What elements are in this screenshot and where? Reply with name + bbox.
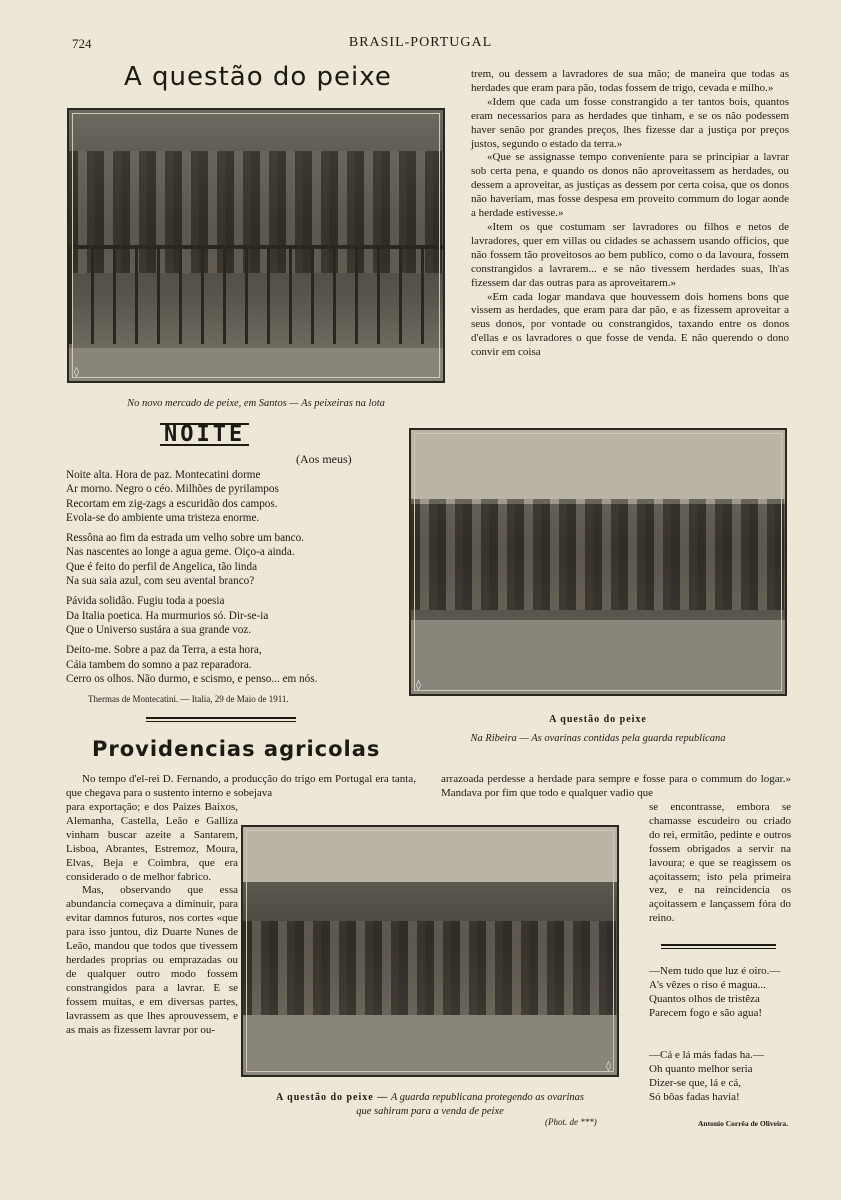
photo3-title: A questão do peixe — <box>275 1092 389 1103</box>
peixe-right-column <box>471 68 789 360</box>
providencias-left-column <box>66 801 238 1037</box>
verse-author: Antonio Corrêa de Oliveira. <box>698 1119 788 1128</box>
poem-line: Nas nascentes ao longe a agua geme. Oiço-a ainda. <box>66 546 295 559</box>
photo-monogram-icon: ◊ <box>416 680 421 691</box>
photo2-caption: Na Ribeira — As ovarinas contidas pela guarda republicana <box>470 733 726 744</box>
divider <box>146 721 296 722</box>
verse-line: Oh quanto melhor seria <box>649 1063 753 1075</box>
page-header: BRASIL-PORTUGAL <box>348 35 493 50</box>
poem-line: Da Italia poetica. Ha murmurios só. Dir-se-ia <box>66 609 269 622</box>
photo-monogram-icon: ◊ <box>74 367 79 378</box>
poem-line: Ar morno. Negro o céo. Milhões de pyrilampos <box>66 483 279 496</box>
photo3-caption <box>241 1091 619 1119</box>
verse-stanza-1 <box>649 964 794 1020</box>
paragraph: «Em cada logar mandava que houvessem dois homens bons que vissem as herdades, que eram para dar pão, e as fizessem aproveitar a seus donos, por vontade ou constrangidos, taxando entre os donos d'ellas e os lavradores o que fosse de venda. E não querendo o dono convir em coisa <box>471 290 789 359</box>
poem-dedication: (Aos meus) <box>296 452 352 466</box>
poem-line: Pávida solidão. Fugiu toda a poesia <box>66 595 225 608</box>
photo-fish-market <box>67 108 445 383</box>
verse-line: —Nem tudo que luz é oiro.— <box>649 965 781 977</box>
verse-line: Só bôas fadas havia! <box>649 1091 740 1103</box>
poem-line: Ressôna ao fim da estrada um velho sobre um banco. <box>66 532 304 545</box>
poem-line: Cáia tambem do somno a paz reparadora. <box>66 658 252 671</box>
poem-line: Na sua saia azul, com seu avental branco? <box>66 575 255 588</box>
verse-stanza-2 <box>649 1048 794 1104</box>
poem-stanza <box>66 468 317 525</box>
verse-line: Quantos olhos de tristêza <box>649 993 760 1005</box>
poem-stanza <box>66 594 317 637</box>
page-number: 724 <box>72 36 92 51</box>
verse-line: —Cá e lá más fadas ha.— <box>649 1049 764 1061</box>
poem-line: Que é feito do perfil de Angelica, tão linda <box>66 560 258 573</box>
paragraph: «Idem que cada um fosse constrangido a ter tantos bois, quantos eram necessarios para as herdades que tinham, e se os não podessem haver senão por grandes preços, lhes fizesse dar a justiça por preços justos, segundo o estado da terra.» <box>471 95 789 150</box>
poem-line: Evola-se do ambiente uma tristeza enorme. <box>66 511 260 524</box>
paragraph: «Que se assignasse tempo conveniente para se principiar a lavrar sob certa pena, e quando os donos não aproveitassem as herdades, ou dessem a aproveitar, as justiças as dessem por certa coisa, que os donos não haveriam, mas fosse despesa em proveito commum do logar aonde a herdade estivesse.» <box>471 151 789 220</box>
divider <box>661 944 776 946</box>
poem-line: Que o Universo sustára a sua grande voz. <box>66 623 252 636</box>
poem-signoff: Thermas de Montecatini. — Italia, 29 de Maio de 1911. <box>88 694 289 704</box>
photo2-title: A questão do peixe <box>549 714 647 725</box>
photo-credit: (Phot. de ***) <box>545 1117 597 1127</box>
verse-line: Parecem fogo e são agua! <box>649 1007 763 1019</box>
photo-guarda-republicana <box>241 825 619 1077</box>
providencias-intro <box>66 773 416 801</box>
providencias-right-top <box>441 773 791 801</box>
paragraph: No tempo d'el-rei D. Fernando, a producção do trigo em Portugal era tanta, que chegava para o sustento interno e sobejava <box>66 773 416 799</box>
paragraph: arrazoada perdesse a herdade para sempre e fosse para o commum do logar.» Mandava por fim que todo e qualquer vadio que <box>441 773 791 799</box>
photo-monogram-icon: ◊ <box>606 1061 611 1072</box>
poem-line: Deito-me. Sobre a paz da Terra, a esta hora, <box>66 644 262 657</box>
poem-title: NOITE <box>160 423 249 446</box>
photo3-caption-line1: A guarda republicana protegendo as ovarinas <box>390 1092 585 1103</box>
paragraph: trem, ou dessem a lavradores de sua mão; de maneira que todas as herdades que eram para pão, todas fossem de trigo, cevada e milho.» <box>471 68 789 94</box>
article-title: A questão do peixe <box>124 62 392 92</box>
paragraph: se encontrasse, embora se chamasse escudeiro ou criado do rei, ermitão, pedinte e outros fossem obrigados a servir na lavoura; e que se reagissem os açoitassem; isto pela primeira vez, e na reincidencia os açoitassem e lançassem fóra do reino. <box>649 801 791 925</box>
divider <box>146 717 296 719</box>
poem-line: Noite alta. Hora de paz. Montecatini dorme <box>66 469 261 481</box>
providencias-right-column <box>649 801 791 926</box>
paragraph: para exportação; e dos Paizes Baixos, Alemanha, Castella, Leão e Galliza vinham buscar azeite a Santarem, Lisboa, Abrantes, Estremoz, Moura, Elvas, Beja e Coimbra, que era considerado o de melhor fabrico. <box>66 801 238 883</box>
verse-line: Dizer-se que, lá e cá, <box>649 1077 742 1089</box>
paragraph: Mas, observando que essa abundancia começava a diminuir, para evitar damnos futuros, nos cortes «que para isso juntou, diz Duarte Nunes de Leão, mandou que todos que tivessem herdades proprias ou emprazadas ou de qualquer outro modo fossem constrangidos para a lavrar. E se fossem muitas, e em diversas partes, lavrassem as que lhes aprouvessem, e as mais as fizessem lavrar por ou- <box>66 884 238 1036</box>
poem-stanza <box>66 531 317 588</box>
verse-line: A's vêzes o riso é magua... <box>649 979 766 991</box>
paragraph: «Item os que costumam ser lavradores ou filhos e netos de lavradores, quer em villas ou cidades se achassem usando officios, que não fossem tão proveitosos ao bem publico, como o da lavoura, fossem constrangidos a lavrarem... e se não tivessem herdades suas, lh'as fizessem dar das outras para as aproveitarem.» <box>471 220 789 289</box>
poem-line: Cerro os olhos. Não durmo, e scismo, e penso... em nós. <box>66 672 318 685</box>
photo3-caption-line2: que sahiram para a venda de peixe <box>356 1106 504 1117</box>
poem-line: Recortam em zig-zags a escuridão dos campos. <box>66 497 278 510</box>
poem-body <box>66 468 317 692</box>
poem-stanza <box>66 643 317 686</box>
divider <box>661 948 776 949</box>
photo-ribeira <box>409 428 787 696</box>
photo1-caption: No novo mercado de peixe, em Santos — As peixeiras na lota <box>127 398 385 409</box>
providencias-title: Providencias agricolas <box>92 737 381 761</box>
